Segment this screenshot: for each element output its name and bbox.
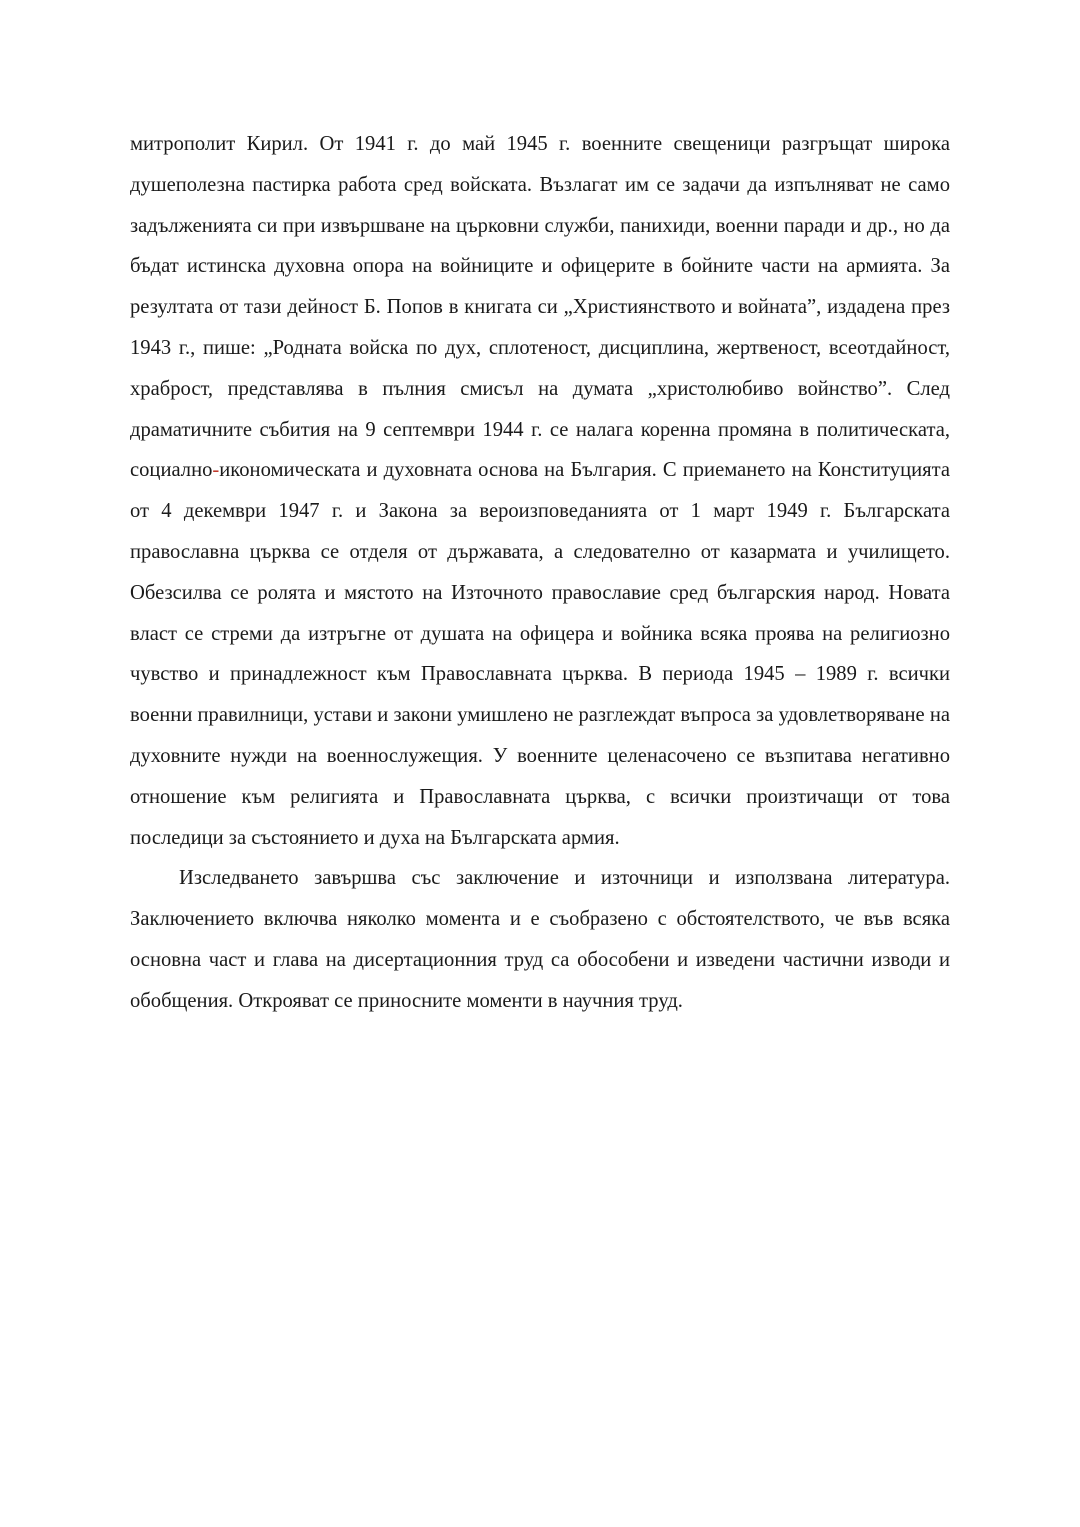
paragraph-1-hyphen: - bbox=[212, 459, 220, 482]
paragraph-conclusion: Изследването завършва със заключение и източници и използвана литература. Заключението включва няколко момента и е съобразено с обстоятелството, че във всяка основна част и глава на дисертационния труд са обособени и изведени частични изводи и обобщения. Открояват се приносните моменти в научния труд. bbox=[130, 867, 950, 1012]
body-text bbox=[130, 124, 950, 1022]
paragraph-1-part-a: митрополит Кирил. От 1941 г. до май 1945 г. военните свещеници разгръщат широка душеполезна пастирка работа сред войската. Възлагат им се задачи да изпълняват не само задълженията си при извършване на църковни служби, панихиди, военни паради и др., но да бъдат истинска духовна опора на войниците и офицерите в бойните части на армията. За резултата от тази дейност Б. Попов в книгата си „Християнството и войната”, издадена през 1943 г., пише: „Родната войска по дух, сплотеност, дисциплина, жертвеност, всеотдайност, храброст, представлява в пълния смисъл на думата „христолюбиво войнство”. След драматичните събития на 9 септември 1944 г. се налага коренна промяна в политическата, социално bbox=[130, 133, 950, 482]
paragraph-1-part-b: икономическата и духовната основа на България. С приемането на Конституцията от 4 декември 1947 г. и Закона за вероизповеданията от 1 март 1949 г. Българската православна църква се отделя от държавата, а следователно от казармата и училището. Обезсилва се ролята и мястото на Източното православие сред българския народ. Новата власт се стреми да изтръгне от душата на офицера и войника всяка проява на религиозно чувство и принадлежност към Православната църква. В периода 1945 – 1989 г. всички военни правилници, устави и закони умишлено не разглеждат въпроса за удовлетворяване на духовните нужди на военнослужещия. У военните целенасочено се възпитава негативно отношение към религията и Православната църква, с всички произтичащи от това последици за състоянието и духа на Българската армия. bbox=[130, 459, 950, 849]
paragraph-continued bbox=[130, 124, 950, 858]
